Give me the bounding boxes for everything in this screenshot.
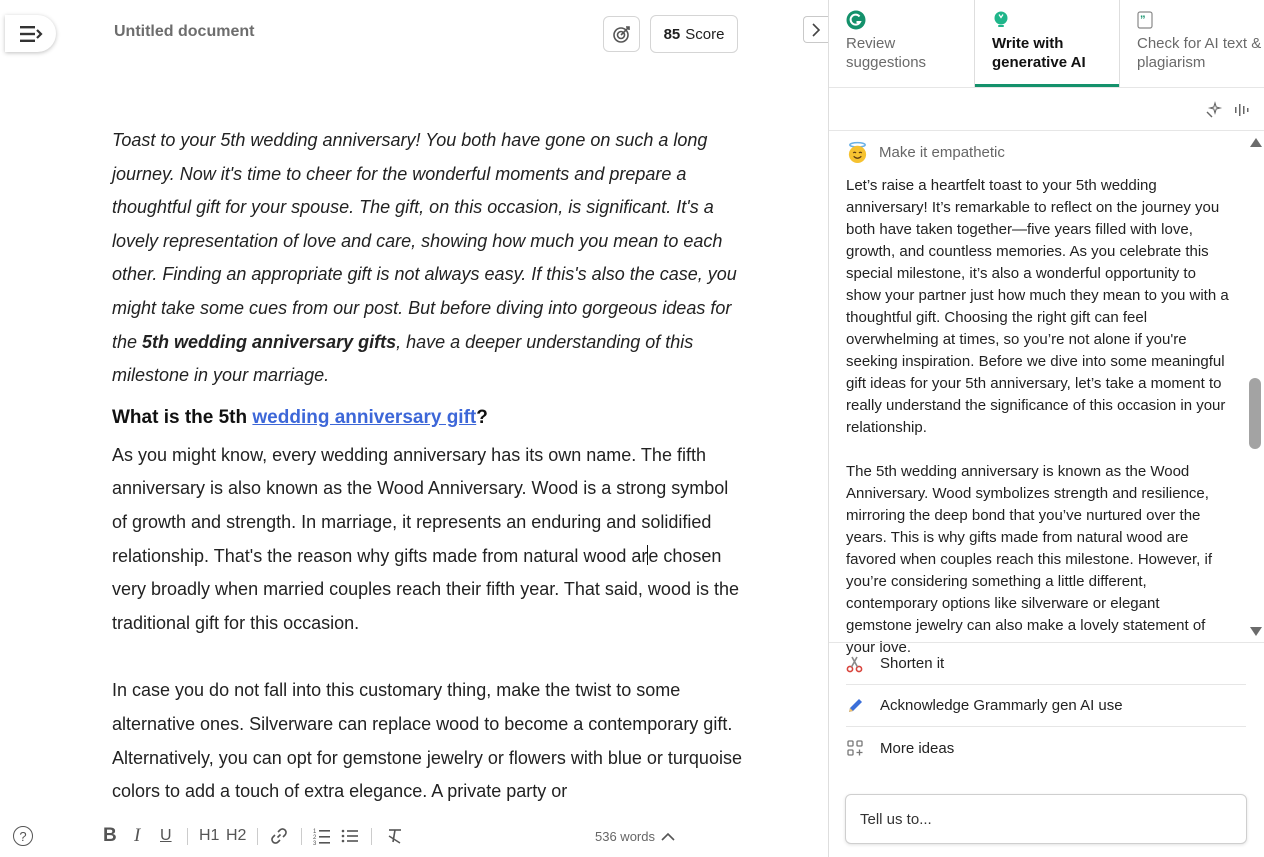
svg-text:1: 1 (313, 829, 317, 835)
intro-text: Toast to your 5th wedding anniversary! You both have gone on such a long journey. Now it's time to cheer for the wonderful moments and prepare a thoughtful gift for your spouse. The gift, on this occasion, is significant. It's a lovely representation of love and care, showing how much you mean to each other. Finding an appropriate gift is not always easy. If this's also the case, you might take some cues from our post. But before diving into gorgeous ideas for the (112, 130, 737, 352)
svg-text:”: ” (1140, 14, 1146, 26)
word-count-button[interactable] (595, 829, 675, 844)
action-label: More ideas (880, 739, 955, 757)
clear-formatting-button[interactable] (386, 825, 404, 847)
numbered-list-icon (313, 827, 331, 845)
scissors-icon (846, 655, 864, 673)
intro-keyword: 5th wedding anniversary gifts (142, 331, 397, 352)
acknowledge-ai-use-action[interactable] (846, 685, 1246, 727)
bold-button[interactable]: B (103, 825, 117, 846)
suggestion-title: Make it empathetic (879, 144, 1005, 161)
goals-button[interactable] (603, 16, 640, 52)
bullet-list-icon (341, 827, 359, 845)
bullet-list-button[interactable] (341, 825, 359, 847)
suggestion-scrollbar[interactable] (1247, 131, 1263, 642)
smiling-face-halo-icon (846, 141, 869, 164)
body-paragraph (112, 439, 742, 641)
tab-write-generative-ai[interactable] (974, 0, 1120, 87)
voice-icon[interactable] (1233, 101, 1251, 119)
body-paragraph: In case you do not fall into this customary thing, make the twist to some alternative ones. Silverware can replace wood to become a contemporary gift. Alternatively, you can opt for gemstone jewelry or flowers with blue or turquoise colors to add a touch of extra elegance. A private party or (112, 680, 742, 802)
suggestion-header (846, 141, 1005, 164)
svg-text:2: 2 (313, 835, 317, 841)
panel-tools-row (829, 87, 1264, 131)
tab-label: Check for AI text & plagiarism (1137, 35, 1262, 71)
score-label: Score (685, 25, 725, 43)
panel-tabs (829, 0, 1264, 87)
lightbulb-icon (992, 10, 1010, 30)
italic-button[interactable]: I (134, 825, 141, 846)
section-heading (112, 403, 742, 433)
score-button[interactable] (650, 15, 738, 53)
more-ideas-action[interactable] (846, 727, 1246, 769)
ai-suggestion-card[interactable] (829, 131, 1264, 656)
tab-label: Write with generative AI (992, 35, 1086, 71)
clear-formatting-icon (386, 827, 404, 845)
scroll-down-arrow-icon[interactable] (1250, 627, 1262, 636)
target-icon (612, 24, 632, 44)
paragraph-text: As you might know, every wedding anniversary has its own name. The fifth anniversary is also known as the Wood Anniversary. Wood is a strong symbol of growth and strength. In marriage, it represents an enduring and solidified relationship. That's the reason why gifts made from natural wood ar (112, 444, 729, 566)
pen-icon (846, 697, 864, 715)
prompt-box[interactable] (845, 794, 1247, 844)
tab-label: Review suggestions (846, 35, 927, 71)
link-button[interactable] (270, 825, 288, 847)
grid-plus-icon (847, 740, 863, 756)
suggestion-paragraph: The 5th wedding anniversary is known as the Wood Anniversary. Wood symbolizes strength and resilience, mirroring the deep bond that you’ve nurtured over the years. This is why gifts made from natural wood are favored when couples reach this milestone. However, if you’re considering something a little different, contemporary options like silverware or elegant gemstone jewelry can also make a lovely statement of your love. (846, 463, 1213, 656)
chevron-up-icon (661, 832, 675, 841)
formatting-toolbar (0, 815, 828, 857)
scroll-thumb[interactable] (1249, 378, 1261, 449)
word-count: 536 words (595, 829, 655, 844)
heading-link[interactable]: wedding anniversary gift (252, 406, 477, 428)
paragraph-text-end: e chosen very broadly when married couples reach their fifth year. That said, wood is the traditional gift for this occasion. (112, 545, 739, 633)
tab-review-suggestions[interactable] (829, 0, 974, 87)
grammarly-logo-icon (846, 10, 866, 30)
assistant-panel (828, 0, 1263, 857)
intro-paragraph (112, 124, 742, 393)
numbered-list-button[interactable] (313, 825, 331, 847)
underline-button[interactable]: U (160, 827, 172, 844)
collapse-panel-button[interactable] (803, 16, 828, 43)
heading-suffix: ? (476, 406, 488, 428)
menu-button[interactable] (5, 15, 56, 52)
heading1-button[interactable]: H1 (199, 827, 220, 844)
shorten-it-action[interactable] (846, 643, 1246, 685)
svg-text:3: 3 (313, 841, 317, 847)
sparkle-icon[interactable] (1204, 101, 1222, 119)
toolbar-divider (187, 828, 188, 845)
link-icon (270, 827, 288, 845)
menu-icon (20, 25, 42, 43)
quote-icon (1137, 11, 1153, 29)
action-label: Shorten it (880, 655, 945, 672)
heading-text: What is the 5th (112, 406, 253, 428)
prompt-input[interactable] (860, 811, 1232, 828)
help-button[interactable]: ? (13, 826, 33, 846)
toolbar-divider (301, 828, 302, 845)
document-body[interactable] (112, 124, 742, 809)
toolbar-divider (257, 828, 258, 845)
chevron-right-icon (811, 23, 821, 37)
intro-text-end: , have a deeper understanding of this milestone in your marriage. (112, 331, 694, 386)
ai-actions-list (829, 642, 1264, 769)
action-label: Acknowledge Grammarly gen AI use (880, 697, 1123, 714)
tab-check-ai-plagiarism[interactable] (1120, 0, 1264, 87)
suggestion-paragraph: Let’s raise a heartfelt toast to your 5th wedding anniversary! It’s remarkable to reflect on the journey you both have taken together—five years filled with love, growth, and countless memories. As you celebrate this special milestone, it’s also a wonderful opportunity to show your partner just how much they mean to you with a thoughtful gift. Choosing the right gift can feel overwhelming at times, so you’re not alone if you're seeking inspiration. Before we dive into some meaningful gift ideas for your 5th anniversary, let’s take a moment to really understand the significance of this occasion in your relationship. (846, 177, 1229, 436)
document-title[interactable]: Untitled document (114, 23, 255, 40)
toolbar-divider (371, 828, 372, 845)
scroll-up-arrow-icon[interactable] (1250, 138, 1262, 147)
heading2-button[interactable]: H2 (226, 827, 247, 844)
score-value: 85 (663, 25, 681, 43)
suggestion-text (846, 175, 1229, 681)
